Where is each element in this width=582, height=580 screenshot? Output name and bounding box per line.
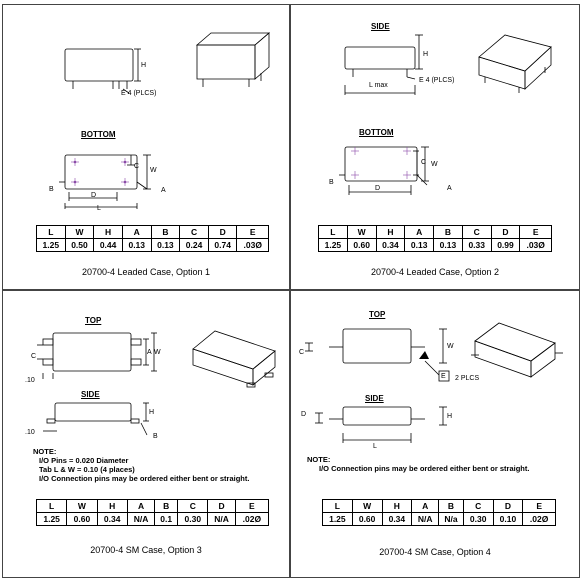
note-block bbox=[33, 447, 249, 483]
table-cell: 0.34 bbox=[97, 513, 127, 526]
table-header: E bbox=[520, 226, 552, 239]
table-cell: .02Ø bbox=[523, 513, 556, 526]
table-cell: 0.34 bbox=[376, 239, 405, 252]
table-header: L bbox=[323, 500, 353, 513]
table-cell: 1.25 bbox=[37, 513, 67, 526]
table-header: D bbox=[208, 500, 235, 513]
panel-caption: 20700-4 SM Case, Option 4 bbox=[379, 547, 491, 557]
dim-label-h: H bbox=[149, 409, 155, 416]
note-block bbox=[307, 455, 529, 473]
table-header: B bbox=[151, 226, 180, 239]
table-cell: 0.33 bbox=[462, 239, 491, 252]
table-header: C bbox=[463, 500, 493, 513]
dim-label-l: L bbox=[97, 205, 101, 212]
table-cell: 0.60 bbox=[352, 513, 382, 526]
option-3-drawing bbox=[3, 291, 291, 579]
table-value-row bbox=[319, 239, 552, 252]
dim-label-d: D bbox=[301, 411, 307, 418]
dim-label-t2: .10 bbox=[25, 429, 35, 436]
table-cell: 0.10 bbox=[493, 513, 523, 526]
panel-caption: 20700-4 SM Case, Option 3 bbox=[90, 545, 202, 555]
table-cell: 1.25 bbox=[319, 239, 348, 252]
table-header: E bbox=[235, 500, 268, 513]
view-title-bottom: BOTTOM bbox=[359, 128, 394, 137]
table-header: B bbox=[439, 500, 464, 513]
dim-label-c: C bbox=[299, 349, 305, 356]
table-cell: 0.44 bbox=[94, 239, 123, 252]
view-title-top: TOP bbox=[369, 310, 386, 319]
table-cell: 0.50 bbox=[65, 239, 94, 252]
table-value-row bbox=[37, 239, 269, 252]
table-header: W bbox=[65, 226, 94, 239]
pin-arrow-marker bbox=[419, 351, 429, 359]
table-cell: 0.30 bbox=[178, 513, 208, 526]
dim-label-h: H bbox=[141, 62, 147, 69]
table-cell: .03Ø bbox=[237, 239, 269, 252]
case-side-view bbox=[345, 47, 415, 69]
table-header: C bbox=[180, 226, 209, 239]
dim-label-w: W bbox=[150, 167, 157, 174]
table-header-row bbox=[37, 226, 269, 239]
table-value-row bbox=[37, 513, 269, 526]
table-cell: 1.25 bbox=[37, 239, 66, 252]
view-title-bottom: BOTTOM bbox=[81, 130, 116, 139]
table-header: H bbox=[97, 500, 127, 513]
table-header: C bbox=[462, 226, 491, 239]
case-bottom-view bbox=[65, 155, 140, 189]
table-header: A bbox=[405, 226, 434, 239]
panel-option-1 bbox=[2, 4, 290, 290]
table-cell: 0.13 bbox=[151, 239, 180, 252]
table-cell: 0.24 bbox=[180, 239, 209, 252]
table-cell: .03Ø bbox=[520, 239, 552, 252]
note-title: NOTE: bbox=[307, 455, 331, 464]
note-line: I/O Connection pins may be ordered either bent or straight. bbox=[39, 474, 250, 483]
dim-label-b: B bbox=[329, 179, 334, 186]
table-cell: N/A bbox=[412, 513, 439, 526]
table-header: W bbox=[352, 500, 382, 513]
dim-label-lmax: L max bbox=[369, 82, 388, 89]
dimensions-table bbox=[36, 225, 269, 252]
dim-label-h: H bbox=[423, 51, 429, 58]
dim-label-e: E bbox=[441, 373, 446, 380]
table-header: L bbox=[319, 226, 348, 239]
note-line: Tab L & W = 0.10 (4 places) bbox=[39, 465, 135, 474]
table-header: A bbox=[127, 500, 154, 513]
dim-label-c: C bbox=[134, 163, 140, 170]
panel-option-3 bbox=[2, 290, 290, 578]
table-header: A bbox=[122, 226, 151, 239]
dim-label-b: B bbox=[49, 186, 54, 193]
table-cell: N/A bbox=[127, 513, 154, 526]
panel-caption: 20700-4 Leaded Case, Option 2 bbox=[370, 267, 500, 277]
table-header: D bbox=[493, 500, 523, 513]
panel-option-4 bbox=[290, 290, 580, 578]
dim-label-d: D bbox=[375, 185, 381, 192]
view-title-side: SIDE bbox=[81, 390, 100, 399]
dim-label-h: H bbox=[447, 413, 453, 420]
dim-label-a: A bbox=[447, 185, 452, 192]
view-title-top: TOP bbox=[85, 316, 102, 325]
dim-label-w: W bbox=[431, 161, 438, 168]
table-header-row bbox=[319, 226, 552, 239]
dim-label-a: A bbox=[161, 187, 166, 194]
table-header: H bbox=[382, 500, 412, 513]
table-header: L bbox=[37, 500, 67, 513]
dimensions-table bbox=[318, 225, 552, 252]
table-cell: 0.60 bbox=[67, 513, 97, 526]
dim-label-d: D bbox=[91, 192, 97, 199]
table-header: W bbox=[347, 226, 376, 239]
dim-label-l: L bbox=[373, 443, 377, 450]
case-side-view bbox=[55, 403, 131, 421]
dim-label-e: E 4 (PLCS) bbox=[121, 90, 157, 97]
table-cell: 0.74 bbox=[208, 239, 237, 252]
table-header: E bbox=[237, 226, 269, 239]
case-side-view bbox=[343, 407, 411, 425]
table-cell: 0.60 bbox=[347, 239, 376, 252]
note-line: I/O Connection pins may be ordered either bent or straight. bbox=[319, 464, 530, 473]
view-title-side: SIDE bbox=[365, 394, 384, 403]
dim-label-plcs: 2 PLCS bbox=[455, 375, 480, 382]
dim-label-w: W bbox=[154, 349, 161, 356]
table-header: D bbox=[491, 226, 520, 239]
table-header: D bbox=[208, 226, 237, 239]
dim-label-c: C bbox=[31, 353, 37, 360]
note-line: I/O Pins = 0.020 Diameter bbox=[39, 456, 129, 465]
dim-label-b: B bbox=[153, 433, 158, 440]
table-header: B bbox=[434, 226, 463, 239]
table-header: H bbox=[376, 226, 405, 239]
case-top-view bbox=[343, 329, 411, 363]
table-header: C bbox=[178, 500, 208, 513]
table-cell: 0.13 bbox=[405, 239, 434, 252]
table-cell: .02Ø bbox=[235, 513, 268, 526]
table-header: H bbox=[94, 226, 123, 239]
table-header: E bbox=[523, 500, 556, 513]
dim-label-e: E 4 (PLCS) bbox=[419, 77, 455, 84]
option-4-drawing bbox=[291, 291, 581, 579]
table-header: B bbox=[155, 500, 178, 513]
table-cell: 0.30 bbox=[463, 513, 493, 526]
dim-label-w: W bbox=[447, 343, 454, 350]
case-top-view bbox=[53, 333, 131, 371]
table-cell: 0.1 bbox=[155, 513, 178, 526]
table-header-row bbox=[323, 500, 556, 513]
dim-label-t1: .10 bbox=[25, 377, 35, 384]
table-cell: 0.13 bbox=[434, 239, 463, 252]
table-header: A bbox=[412, 500, 439, 513]
table-cell: N/a bbox=[439, 513, 464, 526]
table-cell: 0.34 bbox=[382, 513, 412, 526]
table-cell: 0.99 bbox=[491, 239, 520, 252]
panel-caption: 20700-4 Leaded Case, Option 1 bbox=[81, 267, 211, 277]
table-value-row bbox=[323, 513, 556, 526]
case-side-view bbox=[65, 49, 133, 81]
dimensions-table bbox=[322, 499, 556, 526]
table-cell: 0.13 bbox=[122, 239, 151, 252]
table-header: W bbox=[67, 500, 97, 513]
dim-label-a: A bbox=[147, 349, 152, 356]
table-header: L bbox=[37, 226, 66, 239]
dimensions-table bbox=[36, 499, 269, 526]
panel-option-2 bbox=[290, 4, 580, 290]
view-title-side: SIDE bbox=[371, 22, 390, 31]
case-bottom-view bbox=[345, 147, 417, 181]
table-header-row bbox=[37, 500, 269, 513]
table-cell: N/A bbox=[208, 513, 235, 526]
table-cell: 1.25 bbox=[323, 513, 353, 526]
dim-label-c: C bbox=[421, 159, 427, 166]
note-title: NOTE: bbox=[33, 447, 57, 456]
